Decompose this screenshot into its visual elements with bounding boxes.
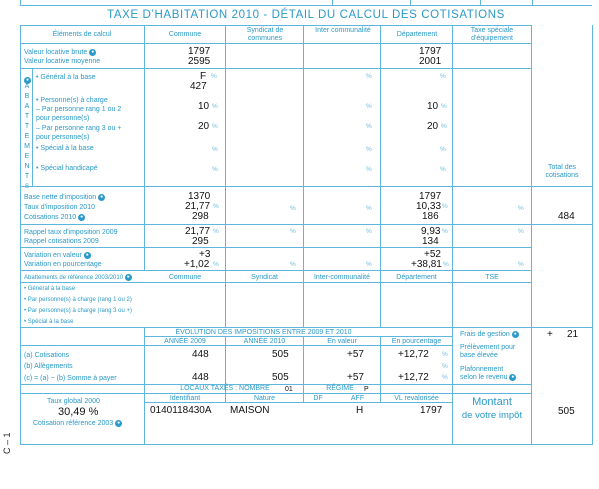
- taux-dept: 10,33: [416, 201, 442, 212]
- taux-global: 30,49 %: [58, 406, 99, 418]
- pct-sign: %: [440, 73, 446, 80]
- label-plafonnement-1: Plafonnement: [460, 366, 504, 373]
- label-vl-revalorisee: VL revalorisée: [394, 395, 439, 402]
- pct-sign: %: [518, 228, 524, 235]
- locaux-nombre: 01: [285, 386, 293, 393]
- label-rang12-pour: pour personne(s): [36, 115, 90, 122]
- abatt-ref-item: • Par personne(s) à charge (rang 3 ou +): [24, 308, 132, 314]
- top-divider: [532, 0, 533, 6]
- rappel-cotis-dept: 134: [422, 236, 439, 247]
- identifiant: 0140118430A: [150, 405, 212, 416]
- pct-sign: %: [366, 166, 372, 173]
- vl-moyenne-commune: 2595: [188, 56, 211, 67]
- taux-commune: 21,77: [185, 201, 211, 212]
- pct-sign: %: [443, 261, 449, 268]
- abatt-ref-syndicat: Syndicat: [251, 274, 278, 281]
- evo-col-2009: ANNÉE 2009: [164, 338, 206, 345]
- montant-label-2: de votre impôt: [461, 410, 523, 421]
- label-base: Base nette d'imposition ●: [24, 193, 104, 201]
- label-prelevement-2: base élevée: [460, 352, 498, 359]
- label-personnes: • Personne(s) à charge: [36, 97, 108, 104]
- pct-sign: %: [290, 261, 296, 268]
- label-aff: AFF: [350, 395, 365, 402]
- info-icon: ●: [80, 213, 84, 220]
- abatt-letter: B: [24, 93, 30, 100]
- label-evo-somme: (c) = (a) − (b) Somme à payer: [24, 375, 117, 382]
- general-commune: 427: [190, 81, 207, 92]
- label-rang3-pour: pour personne(s): [36, 134, 90, 141]
- info-icon: ●: [511, 373, 515, 380]
- vl-brute-dept: 1797: [419, 46, 442, 57]
- table-border-bottom: [20, 444, 592, 445]
- header-total: Total des cotisations: [545, 164, 579, 179]
- aff: H: [356, 405, 364, 416]
- abatt-letter: S: [24, 184, 29, 190]
- label-prelevement-1: Prélèvement pour: [460, 344, 516, 351]
- evolution-header: ÉVOLUTION DES IMPOSITIONS ENTRE 2009 ET 2010: [175, 329, 352, 336]
- evo-cotis-2010: 505: [272, 349, 289, 360]
- pct-sign: %: [213, 203, 219, 210]
- rang12-dept: 10: [427, 101, 439, 112]
- abatt-letter: N: [24, 163, 30, 170]
- row-rule: [20, 43, 532, 44]
- label-cotis-ref: Cotisation référence 2003 ●: [33, 419, 121, 427]
- top-divider: [332, 0, 333, 6]
- abatt-letter: A: [24, 103, 30, 110]
- pct-sign: %: [366, 146, 372, 153]
- label-vl-brute: Valeur locative brute ●: [24, 48, 95, 56]
- evo-cotis-valeur: +57: [347, 349, 364, 360]
- evo-cotis-2009: 448: [192, 349, 209, 360]
- header-elements: Éléments de calcul: [52, 31, 112, 38]
- col-divider: [144, 393, 145, 445]
- col-divider: [144, 25, 145, 270]
- nature: MAISON: [230, 405, 270, 416]
- locaux-regime: P: [364, 386, 369, 393]
- total-rule: [532, 224, 592, 225]
- variation-valeur-dept: +52: [424, 249, 441, 260]
- pct-sign: %: [440, 166, 446, 173]
- row-rule: [20, 68, 532, 69]
- label-cotis: Cotisations 2010 ●: [24, 213, 84, 221]
- abatt-letter: T: [24, 113, 30, 120]
- pct-sign: %: [366, 261, 372, 268]
- pct-sign: %: [212, 166, 218, 173]
- page-title: TAXE D’HABITATION 2010 - DÉTAIL DU CALCUL DES COTISATIONS: [107, 9, 505, 21]
- pct-sign: %: [211, 73, 217, 80]
- row-rule: [20, 270, 532, 271]
- top-divider: [480, 0, 481, 6]
- rappel-taux-commune: 21,77: [185, 226, 211, 237]
- pct-sign: %: [212, 103, 218, 110]
- top-divider: [410, 0, 411, 6]
- abatt-letter: T: [24, 123, 30, 130]
- label-vl-moyenne: Valeur locative moyenne: [24, 58, 101, 65]
- outer-border-right: [592, 25, 593, 445]
- info-icon: ●: [100, 193, 104, 200]
- pct-sign: %: [290, 228, 296, 235]
- table-border-left: [20, 25, 21, 445]
- label-rang3: – Par personne rang 3 ou +: [36, 125, 122, 132]
- base-commune: 1370: [188, 191, 211, 202]
- info-icon: ●: [126, 274, 130, 280]
- col-divider: [144, 327, 145, 393]
- info-icon: ●: [513, 330, 517, 337]
- frais-gestion-amount: 21: [567, 329, 579, 340]
- label-df: DF: [313, 395, 323, 402]
- label-rang12: – Par personne rang 1 ou 2: [36, 106, 122, 113]
- header-commune: Commune: [168, 31, 202, 38]
- info-icon: ●: [25, 77, 30, 84]
- row-rule: [20, 224, 593, 225]
- abatt-ref-tse: TSE: [485, 274, 499, 281]
- frais-gestion-sign: +: [547, 329, 553, 340]
- abatt-ref-interco: Inter-communalité: [313, 274, 371, 281]
- header-departement: Département: [396, 31, 438, 38]
- label-taux: Taux d'imposition 2010: [24, 204, 95, 211]
- pct-sign: %: [213, 228, 219, 235]
- rappel-cotis-commune: 295: [192, 236, 209, 247]
- label-evo-cotis: (a) Cotisations: [24, 352, 70, 359]
- pct-sign: %: [518, 261, 524, 268]
- abatt-ref-dept: Département: [396, 274, 437, 281]
- evo-col-pct: En pourcentage: [391, 338, 442, 345]
- pct-sign: %: [366, 228, 372, 235]
- variation-valeur-commune: +3: [199, 249, 211, 260]
- pct-sign: %: [366, 205, 372, 212]
- label-identifiant: Identifiant: [169, 395, 201, 402]
- label-rappel-cotis: Rappel cotisations 2009: [24, 238, 99, 245]
- row-rule: [20, 186, 593, 187]
- label-general: • Général à la base: [36, 74, 96, 81]
- montant-impot: 505: [558, 406, 575, 417]
- pct-sign: %: [213, 261, 219, 268]
- row-rule: [20, 247, 532, 248]
- top-border: [20, 5, 592, 6]
- pct-sign: %: [442, 203, 448, 210]
- base-dept: 1797: [419, 191, 442, 202]
- pct-sign: %: [518, 205, 524, 212]
- total-cotisations: 484: [558, 211, 575, 222]
- info-icon: ●: [91, 48, 95, 55]
- evo-somme-2009: 448: [192, 372, 209, 383]
- label-frais-gestion: Frais de gestion ●: [460, 330, 517, 338]
- abatt-letter: M: [24, 143, 30, 150]
- vl-revalorisee: 1797: [420, 405, 443, 416]
- cotis-commune: 298: [192, 211, 209, 222]
- abatt-ref-item: • Général à la base: [24, 286, 76, 292]
- evo-col-2010: ANNÉE 2010: [243, 338, 286, 345]
- abatt-letter: A: [24, 83, 30, 90]
- vl-moyenne-dept: 2001: [419, 56, 442, 67]
- locaux-regime-label: RÉGIME: [326, 385, 354, 392]
- rang12-commune: 10: [198, 101, 210, 112]
- pct-sign: %: [290, 205, 296, 212]
- abatt-ref-item: • Spécial à la base: [24, 319, 74, 325]
- pct-sign: %: [442, 374, 448, 381]
- label-nature: Nature: [253, 395, 275, 402]
- pct-sign: %: [442, 228, 448, 235]
- row-rule: [20, 384, 532, 385]
- header-tse: Taxe spéciale d'équipement: [470, 27, 514, 42]
- abatt-letter: E: [24, 153, 30, 160]
- row-rule: [20, 282, 532, 283]
- abatt-divider: [32, 68, 33, 186]
- pct-sign: %: [442, 363, 448, 370]
- pct-sign: %: [212, 146, 218, 153]
- evo-col-valeur: En valeur: [327, 338, 357, 345]
- header-intercommunalite: Inter communalité: [315, 27, 371, 34]
- rang3-dept: 20: [427, 121, 439, 132]
- row-rule: [20, 393, 532, 394]
- side-marker: C – 1: [2, 432, 12, 454]
- label-special: • Spécial à la base: [36, 145, 94, 152]
- pct-sign: %: [440, 146, 446, 153]
- pct-sign: %: [366, 103, 372, 110]
- abatt-ref-header: Abattements de référence 2003/2010 ●: [24, 274, 130, 282]
- rang3-commune: 20: [198, 121, 210, 132]
- evo-somme-valeur: +57: [347, 372, 364, 383]
- table-border-top: [20, 25, 532, 26]
- variation-pct-dept: +38,81: [411, 259, 442, 270]
- pct-sign: %: [212, 123, 218, 130]
- cotis-dept: 186: [422, 211, 439, 222]
- label-plafonnement-2: selon le revenu ●: [460, 373, 515, 381]
- rappel-taux-dept: 9,93: [421, 226, 441, 237]
- label-evo-allegements: (b) Allègements: [24, 363, 73, 370]
- label-rappel-taux: Rappel taux d'imposition 2009: [24, 229, 118, 236]
- pct-sign: %: [441, 103, 447, 110]
- variation-pct-commune: +1,02: [184, 259, 210, 270]
- header-syndicat: Syndicat de communes: [246, 27, 284, 42]
- pct-sign: %: [366, 73, 372, 80]
- pct-sign: %: [366, 123, 372, 130]
- row-rule: [144, 336, 453, 337]
- label-handicape: • Spécial handicapé: [36, 165, 98, 172]
- general-flag: F: [200, 71, 207, 82]
- row-rule: [20, 327, 593, 328]
- abatt-ref-commune: Commune: [168, 274, 202, 281]
- abatt-ref-item: • Par personne(s) à charge (rang 1 ou 2): [24, 297, 132, 303]
- label-taux-global: Taux global 2000: [47, 398, 100, 405]
- table-border-right: [531, 25, 532, 445]
- pct-sign: %: [441, 123, 447, 130]
- info-icon: ●: [85, 251, 89, 258]
- evo-somme-pct: +12,72: [398, 372, 429, 383]
- pct-sign: %: [442, 351, 448, 358]
- locaux-header: LOCAUX TAXÉS : NOMBRE: [180, 385, 270, 392]
- vl-brute-commune: 1797: [188, 46, 211, 57]
- evo-cotis-pct: +12,72: [398, 349, 429, 360]
- info-icon: ●: [117, 419, 121, 426]
- label-variation-pct: Variation en pourcentage: [24, 261, 102, 268]
- abatt-letter: T: [24, 173, 30, 180]
- abatt-letter: E: [24, 133, 30, 140]
- label-variation-valeur: Variation en valeur ●: [24, 251, 89, 259]
- evo-somme-2010: 505: [272, 372, 289, 383]
- montant-label-1: Montant: [472, 396, 512, 408]
